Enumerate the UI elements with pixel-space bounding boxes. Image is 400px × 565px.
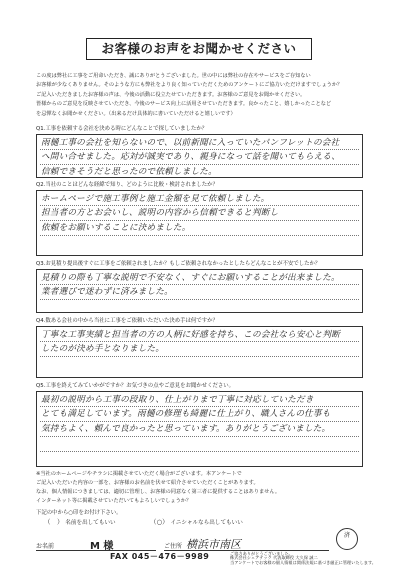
address-label: ご住所 [164, 543, 183, 550]
intro-text: この度は弊社に工事をご用命いただき、誠にありがとうございました。世の中には弊社の存在やサービスをご存知ない お客様が少なくありません。そのような方にも弊社をより良く知っていただくためのアンケートにご協力いただけますでしょうか？ ご記入いただきましたお客様の声は、今後の活動に役立たせていただきます。お客様のご意見をお聞かせください。 皆様からのご意見を反映させていただき、今後のサービス向上に活用させていただきます。良かったこと、嬉しかったことなど を忌憚なくお聞かせください。（出来るだけ具体的に書いていただけると嬉しいです） [36, 73, 343, 117]
thanks-block [230, 552, 390, 565]
answer-box-3[interactable] [36, 269, 363, 313]
page-title: お客様のお声をお聞かせください [86, 38, 312, 60]
footer [0, 552, 400, 565]
address-value[interactable]: 横浜市南区 [186, 538, 241, 551]
answer-5-handwriting: 最初の説明から工事の段取り、仕上がりまで丁寧に対応していただき とても満足しています。雨樋の修理も綺麗に仕上がり、職人さんの仕事も 気持ちよく、頼んで良かったと思っています。ありがとうございました。 [41, 395, 331, 434]
company-signature: 株式会社シェアテック 代表取締役 大久保 誠二 [230, 555, 318, 561]
answer-1-handwriting: 雨樋工事の会社を知らないので、以前新聞に入っていたパンフレットの会社 へ問い合せました。応対が誠実であり、親身になって話を聞いてもらえる、 信頼できそうだと思ったので依頼しました。 [41, 138, 340, 177]
consent-option-name[interactable] [44, 517, 116, 526]
consent-option-name-label: 名前を出してもいい [65, 520, 116, 526]
answer-box-4[interactable] [36, 326, 363, 378]
name-label: お名前 [36, 543, 55, 550]
consent-option-name-mark[interactable]: （ ） [44, 518, 64, 526]
thanks-message: ご協力ありがとうございました。 [230, 551, 293, 556]
question-2: Q2.当社のことはどんな経緯で知り、どのように比較・検討されましたか？ [36, 182, 218, 188]
consent-prompt: 下記の中から○印をお付け下さい。 [36, 510, 122, 516]
answer-box-5[interactable] [36, 391, 363, 467]
answer-2-handwriting: ホームページで施工事例と施工金額を見て依頼しました。 担当者の方とお会いし、説明の内容から信頼できると判断し 依頼をお願いすることに決めました。 [41, 194, 279, 233]
question-3: Q3.お見積り提出後すぐに工事をご依頼されましたか？もしご依頼されなかったとしたらどんなことが不安でしたか？ [36, 261, 321, 267]
answer-box-1[interactable] [36, 134, 363, 178]
name-value[interactable]: M 様 [90, 541, 114, 552]
question-4: Q4.数ある会社の中から当社に工事をご依頼いただいた決め手は何ですか？ [36, 318, 218, 324]
publication-notice: ※当社のホームページやチラシに掲載させていただく場合がございます。本アンケートで ご記入いただいた内容の一部を、お客様のお名前を伏せて紹介させていただくことがあります。 なお、個人情報につきましては、適切に管理し、お客様の同意なく第三者に提供することはありません。 インターネット等に掲載させていただいてもよろしいでしょうか？ [36, 471, 281, 504]
privacy-note: 当アンケートでお客様の個人情報は関係法規に基づき厳正に管理いたします。 [230, 559, 376, 565]
answer-4-handwriting: 丁寧な工事実績と担当者の方の人柄に好感を持ち、この会社なら安心と判断 したのが決め手となりました。 [41, 330, 340, 355]
consent-option-initials-label: イニシャルなら出してもいい [170, 520, 243, 526]
answer-rule [40, 451, 359, 452]
consent-option-initials[interactable] [150, 517, 243, 526]
question-1: Q1.工事を依頼する会社を決める時にどんなことで探していましたか？ [36, 126, 208, 132]
fax-number: FAX 045－476－9989 [110, 552, 210, 561]
consent-option-initials-mark[interactable]: （○） [150, 518, 169, 526]
received-stamp: 済 [336, 528, 358, 550]
question-5: Q5.工事を終えてみていかがですか？お気づきの点やご意見をお聞かせください。 [36, 383, 235, 389]
answer-box-2[interactable] [36, 190, 363, 256]
answer-3-handwriting: 見積りの際も丁寧な説明で不安なく、すぐにお願いすることが出来ました。 業者選びで迷わずに済みました。 [41, 273, 340, 298]
